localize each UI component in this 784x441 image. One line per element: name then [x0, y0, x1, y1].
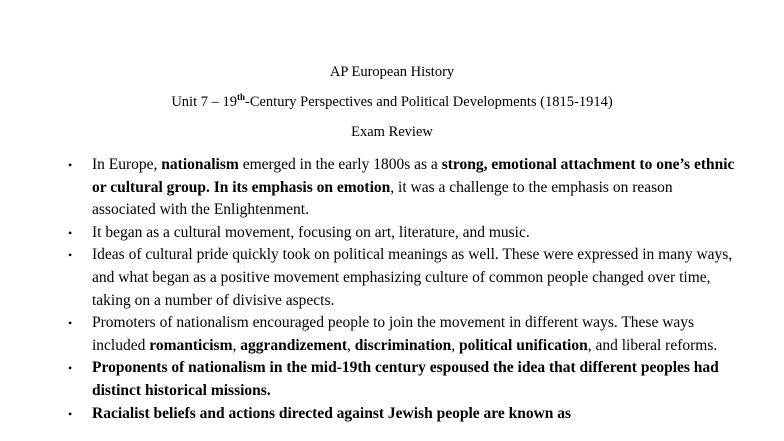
bold-text: Proponents of nationalism in the mid-19th century espoused the idea that different peoples had distinct historical missions. [92, 359, 719, 399]
bullet-dot-icon: • [68, 158, 73, 172]
body-text: It began as a cultural movement, focusing on art, literature, and music. [92, 223, 530, 241]
bullet-dot-icon: • [68, 361, 73, 376]
body-text: , it was a challenge to the emphasis on reason associated with the Enlightenment. [92, 178, 673, 219]
bullet-item [0, 312, 784, 357]
bullet-item [0, 222, 784, 245]
bullet-item [0, 403, 784, 426]
bullet-dot-icon: • [68, 225, 73, 240]
bullet-dot-icon: • [68, 248, 73, 263]
body-text: , [451, 336, 459, 354]
bullet-dot-icon: • [68, 316, 73, 331]
bold-text: strong, emotional attachment to one’s ethnic or cultural group. In its emphasis on emotion [92, 156, 735, 196]
bold-text: romanticism [149, 336, 233, 354]
bold-text: aggrandizement [240, 336, 347, 354]
body-text: Promoters of nationalism encouraged people to join the movement in different ways. These ways included [92, 314, 695, 354]
subtitle-superscript: th [236, 92, 245, 103]
body-text: , [347, 336, 355, 354]
subtitle-suffix: -Century Perspectives and Political Developments (1815-1914) [245, 94, 613, 110]
section-heading: Exam Review [351, 124, 433, 140]
bold-text: political unification [458, 336, 588, 354]
bullet-list [0, 154, 784, 425]
document-title: AP European History [329, 64, 455, 80]
bullet-item [0, 154, 784, 222]
bold-text: discrimination [354, 336, 452, 354]
bold-text: nationalism [161, 156, 239, 173]
bullet-item [0, 357, 784, 402]
bullet-item [0, 244, 784, 312]
body-text: In Europe, [92, 156, 162, 173]
body-text: Ideas of cultural pride quickly took on political meanings as well. These were expressed in many ways, and what began as a positive movement emphasizing culture of common people changed over time, taking on a number of divisive aspects. [92, 246, 733, 309]
bullet-dot-icon: • [68, 406, 73, 421]
body-text: emerged in the early 1800s as a [238, 156, 442, 173]
bold-text: Racialist beliefs and actions directed against Jewish people are known as [92, 404, 572, 422]
body-text: , and liberal reforms. [587, 336, 718, 354]
body-text: , [232, 336, 241, 354]
document-subtitle [0, 93, 784, 111]
subtitle-prefix: Unit 7 – 19 [171, 94, 237, 110]
